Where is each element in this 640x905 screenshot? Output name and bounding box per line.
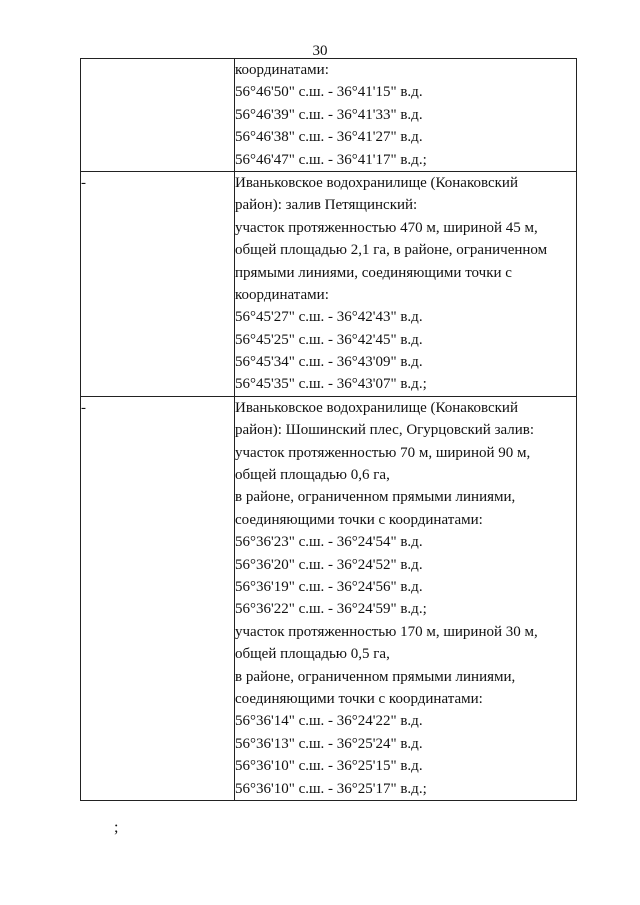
text-line: общей площадью 2,1 га, в районе, ограниченном [235, 242, 548, 259]
text-line: 56°36'23" с.ш. - 36°24'54" в.д. [235, 534, 423, 551]
text-line: прямыми линиями, соединяющими точки с [235, 264, 512, 281]
text-line: в районе, ограниченном прямыми линиями, [235, 668, 516, 685]
text-line: 56°45'35" с.ш. - 36°43'07" в.д.; [235, 376, 427, 393]
text-line: соединяющими точки с координатами: [235, 690, 483, 707]
footer-semicolon: ; [114, 819, 119, 836]
text-line: Иваньковское водохранилище (Конаковский [235, 174, 518, 191]
text-line: 56°36'20" с.ш. - 36°24'52" в.д. [235, 556, 423, 573]
text-line: 56°45'34" с.ш. - 36°43'09" в.д. [235, 354, 423, 371]
text-line: 56°46'39" с.ш. - 36°41'33" в.д. [235, 106, 423, 123]
text-line: 56°46'38" с.ш. - 36°41'27" в.д. [235, 129, 423, 146]
text-line: 56°45'25" с.ш. - 36°42'45" в.д. [235, 331, 423, 348]
text-line: в районе, ограниченном прямыми линиями, [235, 489, 516, 506]
text-line: 56°36'10" с.ш. - 36°25'15" в.д. [235, 758, 423, 775]
marker-cell [81, 59, 235, 172]
table-row [81, 59, 577, 172]
text-line: 56°36'13" с.ш. - 36°25'24" в.д. [235, 735, 423, 752]
page-number: 30 [312, 43, 328, 59]
marker-cell: - [81, 171, 235, 396]
text-line: район): залив Петящинский: [235, 197, 418, 214]
text-line: участок протяженностью 70 м, шириной 90 м, [235, 444, 531, 461]
description-cell [235, 59, 577, 172]
text-line: 56°46'50" с.ш. - 36°41'15" в.д. [235, 84, 423, 101]
text-line: координатами: [235, 286, 329, 303]
text-line: 56°36'19" с.ш. - 36°24'56" в.д. [235, 578, 423, 595]
marker-cell: - [81, 396, 235, 800]
text-line: участок протяженностью 170 м, шириной 30 м, [235, 623, 538, 640]
text-line: общей площадью 0,6 га, [235, 467, 390, 484]
text-line: соединяющими точки с координатами: [235, 511, 483, 528]
text-line: общей площадью 0,5 га, [235, 646, 390, 663]
text-line: координатами: [235, 62, 329, 78]
text-line: район): Шошинский плес, Огурцовский залив: [235, 422, 535, 439]
text-line: 56°46'47" с.ш. - 36°41'17" в.д.; [235, 151, 427, 168]
text-line: 56°36'22" с.ш. - 36°24'59" в.д.; [235, 601, 427, 618]
text-line: 56°36'10" с.ш. - 36°25'17" в.д.; [235, 780, 427, 797]
text-line: Иваньковское водохранилище (Конаковский [235, 399, 518, 416]
table-row [81, 171, 577, 396]
table-row [81, 396, 577, 800]
text-line: участок протяженностью 470 м, шириной 45 м, [235, 219, 538, 236]
text-line: 56°36'14" с.ш. - 36°24'22" в.д. [235, 713, 423, 730]
text-line: 56°45'27" с.ш. - 36°42'43" в.д. [235, 309, 423, 326]
description-cell [235, 171, 577, 396]
description-cell [235, 396, 577, 800]
coordinates-table [80, 58, 577, 801]
